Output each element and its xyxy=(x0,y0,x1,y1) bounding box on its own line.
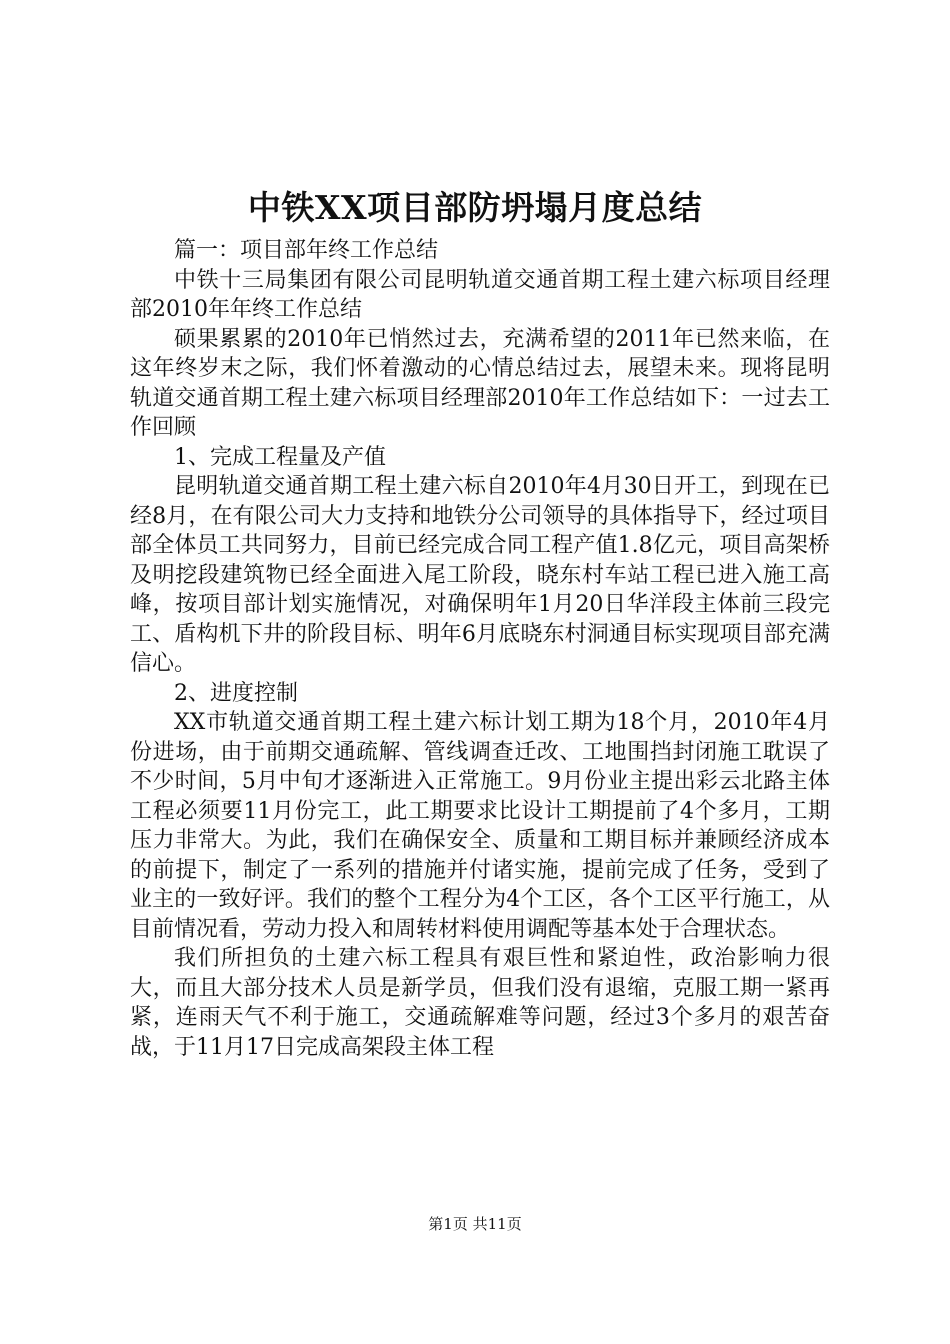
paragraph: 中铁十三局集团有限公司昆明轨道交通首期工程土建六标项目经理部2010年年终工作总结 xyxy=(130,267,830,322)
page-footer: 第1页 共11页 xyxy=(428,1215,522,1233)
paragraph: 我们所担负的土建六标工程具有艰巨性和紧迫性，政治影响力很大，而且大部分技术人员是新学员，但我们没有退缩，克服工期一紧再紧，连雨天气不利于施工，交通疏解难等问题，经过3个多月的艰苦奋战，于11月17日完成高架段主体工程 xyxy=(130,946,830,1060)
section-heading: 篇一：项目部年终工作总结 xyxy=(174,238,439,263)
paragraph: 昆明轨道交通首期工程土建六标自2010年4月30日开工，到现在已经8月，在有限公司大力支持和地铁分公司领导的具体指导下，经过项目部全体员工共同努力，目前已经完成合同工程产值1.8亿元，项目高架桥及明挖段建筑物已经全面进入尾工阶段，晓东村车站工程已进入施工高峰，按项目部计划实施情况，对确保明年1月20日华洋段主体前三段完工、盾构机下井的阶段目标、明年6月底晓东村洞通目标实现项目部充满信心。 xyxy=(130,474,830,676)
paragraph: XX市轨道交通首期工程土建六标计划工期为18个月，2010年4月份进场，由于前期交通疏解、管线调查迁改、工地围挡封闭施工耽误了不少时间，5月中旬才逐渐进入正常施工。9月份业主提出彩云北路主体工程必须要11月份完工，此工期要求比设计工期提前了4个多月，工期压力非常大。为此，我们在确保安全、质量和工期目标并兼顾经济成本的前提下，制定了一系列的措施并付诸实施，提前完成了任务，受到了业主的一致好评。我们的整个工程分为4个工区，各个工区平行施工，从目前情况看，劳动力投入和周转材料使用调配等基本处于合理状态。 xyxy=(130,710,830,942)
paragraph: 硕果累累的2010年已悄然过去，充满希望的2011年已然来临，在这年终岁末之际，我们怀着激动的心情总结过去，展望未来。现将昆明轨道交通首期工程土建六标项目经理部2010年工作总结如下：一过去工作回顾 xyxy=(130,326,830,440)
document-title: 中铁XX项目部防坍塌月度总结 xyxy=(247,188,703,227)
document-body xyxy=(130,236,830,1062)
subsection-heading: 1、完成工程量及产值 xyxy=(174,444,386,470)
subsection-heading: 2、进度控制 xyxy=(174,680,298,706)
